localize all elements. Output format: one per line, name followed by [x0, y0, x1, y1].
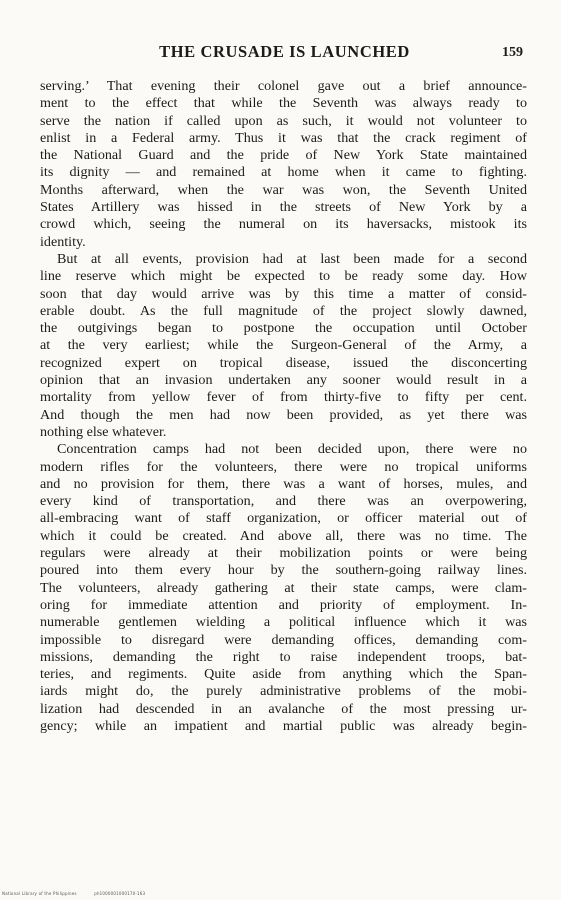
body-text: [40, 78, 527, 735]
text-line: poured into them every hour by the southern-going railway lines.: [40, 562, 527, 579]
paragraph: [40, 78, 527, 251]
text-line: its dignity — and remained at home when it came to fighting.: [40, 164, 527, 181]
text-line: teries, and regiments. Quite aside from anything which the Span-: [40, 666, 527, 683]
text-line: And though the men had now been provided, as yet there was: [40, 406, 527, 423]
text-line: the outgivings began to postpone the occupation until October: [40, 320, 527, 337]
scan-footer: [2, 891, 161, 896]
text-line: recognized expert on tropical disease, issued the disconcerting: [40, 354, 527, 371]
text-line: modern rifles for the volunteers, there were no tropical uniforms: [40, 458, 527, 475]
text-line: soon that day would arrive was by this time a matter of consid-: [40, 285, 527, 302]
paragraph: [40, 441, 527, 735]
text-line: all-embracing want of staff organization, or officer material out of: [40, 510, 527, 527]
text-line: nothing else whatever.: [40, 423, 167, 440]
text-line: gency; while an impatient and martial public was already begin-: [40, 717, 527, 734]
text-line: which it could be created. And above all, there was no time. The: [40, 527, 527, 544]
text-line: identity.: [40, 233, 86, 250]
text-line: Months afterward, when the war was won, the Seventh United: [40, 181, 527, 198]
text-line: mortality from yellow fever of from thirty-five to fifty per cent.: [40, 389, 527, 406]
library-credit: National Library of the Philippines: [2, 891, 77, 896]
text-line: oring for immediate attention and priority of employment. In-: [40, 596, 527, 613]
text-line: regulars were already at their mobilization points or were being: [40, 545, 527, 562]
text-line: Concentration camps had not been decided upon, there were no: [57, 441, 527, 458]
text-line: ment to the effect that while the Seventh was always ready to: [40, 95, 527, 112]
paragraph: [40, 251, 527, 441]
text-line: opinion that an invasion undertaken any sooner would result in a: [40, 372, 527, 389]
text-line: missions, demanding the right to raise independent troops, bat-: [40, 648, 527, 665]
page-number: 159: [502, 45, 523, 60]
scan-identifier: ph1000001000170-163: [94, 891, 146, 896]
text-line: enlist in a Federal army. Thus it was that the crack regiment of: [40, 129, 527, 146]
text-line: impossible to disregard were demanding offices, demanding com-: [40, 631, 527, 648]
text-line: But at all events, provision had at last been made for a second: [57, 250, 527, 267]
text-line: erable doubt. As the full magnitude of the project slowly dawned,: [40, 302, 527, 319]
text-line: line reserve which might be expected to be ready some day. How: [40, 268, 527, 285]
page-header: [40, 42, 529, 66]
text-line: numerable gentlemen wielding a political influence which it was: [40, 614, 527, 631]
text-line: and no provision for them, there was a want of horses, mules, and: [40, 475, 527, 492]
text-line: at the very earliest; while the Surgeon-General of the Army, a: [40, 337, 527, 354]
text-line: lization had descended in an avalanche of the most pressing ur-: [40, 700, 527, 717]
text-line: crowd which, seeing the numeral on its haversacks, mistook its: [40, 216, 527, 233]
text-line: States Artillery was hissed in the streets of New York by a: [40, 199, 527, 216]
running-title: THE CRUSADE IS LAUNCHED: [159, 42, 410, 61]
text-line: every kind of transportation, and there was an overpowering,: [40, 493, 527, 510]
text-line: serving.’ That evening their colonel gave out a brief announce-: [40, 78, 527, 94]
text-line: The volunteers, already gathering at their state camps, were clam-: [40, 579, 527, 596]
text-line: iards might do, the purely administrative problems of the mobi-: [40, 683, 527, 700]
text-line: the National Guard and the pride of New York State maintained: [40, 147, 527, 164]
text-line: serve the nation if called upon as such, it would not volunteer to: [40, 112, 527, 129]
